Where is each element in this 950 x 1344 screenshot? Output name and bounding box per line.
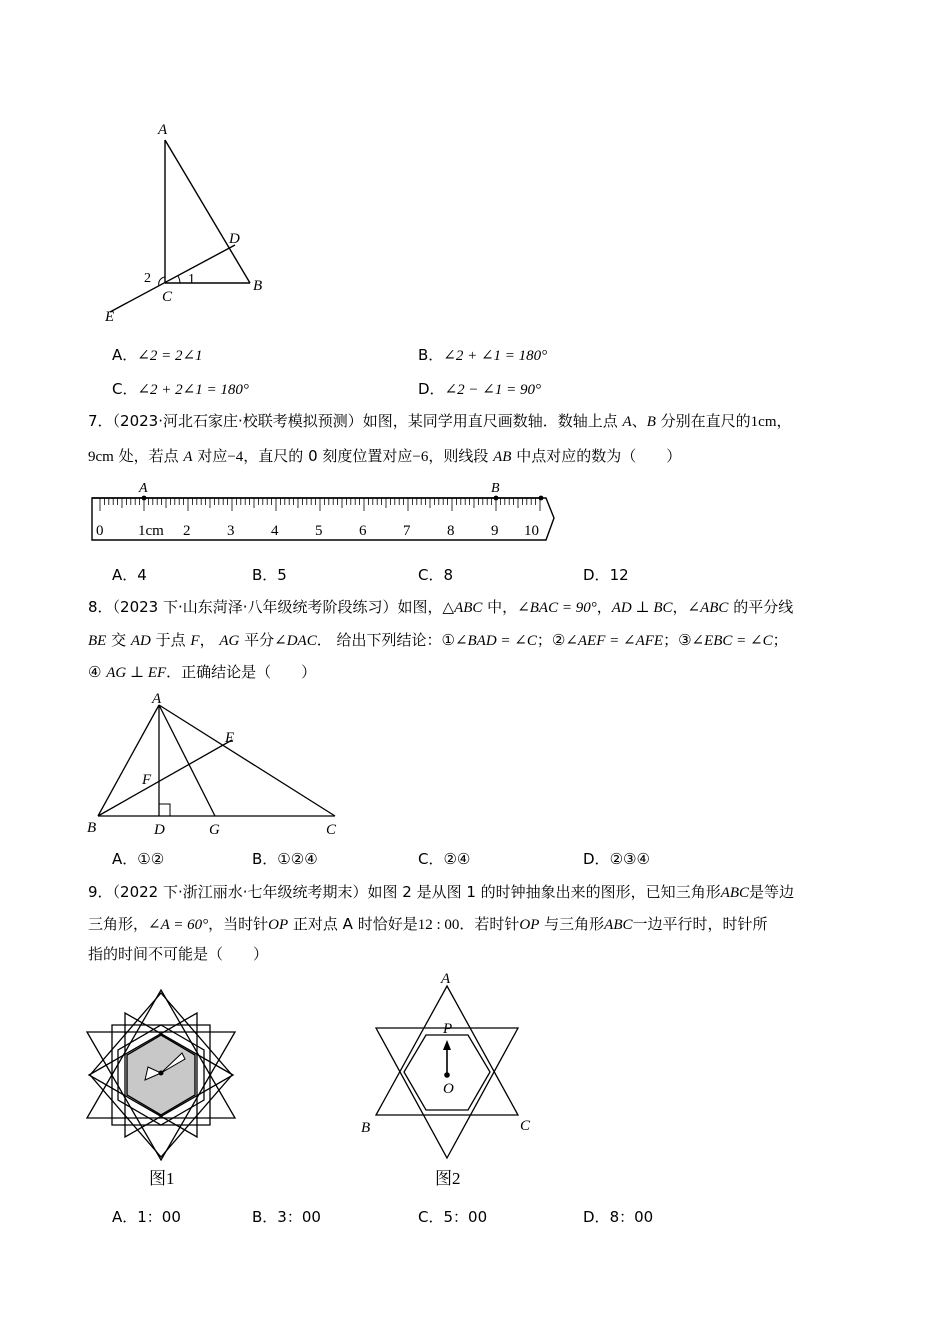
q7-line-1: 7．（2023·河北石家庄·校联考模拟预测）如图，某同学用直尺画数轴．数轴上点 A、B 分别在直尺的1cm， [88, 412, 792, 430]
ruler-label-4: 4 [271, 523, 279, 539]
q7-option-d[interactable]: D．12 [583, 566, 629, 584]
q6-option-a[interactable]: A．∠2 = 2∠1 [112, 346, 203, 364]
fig2-label-O: O [443, 1081, 454, 1097]
fig2-caption: 图2 [435, 1169, 461, 1188]
fig2-label-C: C [520, 1118, 531, 1134]
ruler-label-6: 6 [359, 523, 367, 539]
q7-line-2: 9cm 处，若点 A 对应−4，直尺的 0 刻度位置对应−6，则线段 AB 中点对应的数为（ ） [88, 447, 682, 465]
q6-figure [100, 115, 280, 330]
q9-option-b[interactable]: B．3：00 [252, 1208, 321, 1226]
q7-ruler-figure [86, 478, 566, 548]
label-angle-2: 2 [144, 271, 151, 286]
q9-option-a[interactable]: A．1：00 [112, 1208, 181, 1226]
fig2-label-B: B [361, 1120, 371, 1136]
q7-option-b[interactable]: B．5 [252, 566, 287, 584]
ruler-label-3: 3 [227, 523, 235, 539]
q9-figure-1-clock [82, 985, 242, 1190]
q8-label-C: C [326, 822, 337, 838]
ruler-label-7: 7 [403, 523, 411, 539]
fig2-label-A: A [441, 971, 451, 987]
ruler-label-2: 2 [183, 523, 191, 539]
ruler-label-9: 9 [491, 523, 499, 539]
ruler-point-A: A [139, 481, 148, 496]
q8-label-A: A [152, 691, 162, 707]
ruler-point-B: B [491, 481, 500, 496]
q9-option-c[interactable]: C．5：00 [418, 1208, 488, 1226]
q9-line-3: 指的时间不可能是（ ） [88, 945, 269, 963]
q8-label-B: B [87, 820, 97, 836]
ruler-label-1: 1cm [138, 523, 164, 539]
q6-option-c[interactable]: C．∠2 + 2∠1 = 180° [112, 380, 249, 398]
label-A: A [158, 122, 168, 138]
ruler-label-5: 5 [315, 523, 323, 539]
q8-label-D: D [154, 822, 165, 838]
ruler-label-0: 0 [96, 523, 104, 539]
q8-label-F: F [142, 772, 152, 788]
label-B: B [253, 278, 263, 294]
q8-option-c[interactable]: C．②④ [418, 850, 471, 868]
q8-option-d[interactable]: D．②③④ [583, 850, 650, 868]
q8-line-3: ④ AG ⊥ EF．正确结论是（ ） [88, 663, 317, 681]
label-C: C [162, 289, 173, 305]
q8-line-2: BE 交 AD 于点 F， AG 平分∠DAC． 给出下列结论：①∠BAD = ∠C；②∠AEF = ∠AFE；③∠EBC = ∠C； [88, 631, 788, 649]
label-D: D [229, 231, 240, 247]
fig1-caption: 图1 [149, 1169, 175, 1188]
q8-option-a[interactable]: A．①② [112, 850, 165, 868]
q6-option-b[interactable]: B．∠2 + ∠1 = 180° [418, 346, 548, 364]
q7-option-c[interactable]: C．8 [418, 566, 454, 584]
fig2-label-P: P [443, 1021, 453, 1037]
ruler-label-10: 10 [524, 523, 539, 539]
q9-figure-2 [355, 970, 545, 1190]
q8-label-E: E [225, 730, 235, 746]
ruler-label-8: 8 [447, 523, 455, 539]
q8-label-G: G [209, 822, 220, 838]
q8-line-1: 8．（2023 下·山东菏泽·八年级统考阶段练习）如图，△ABC 中，∠BAC = 90°，AD ⊥ BC，∠ABC 的平分线 [88, 598, 794, 616]
label-E: E [105, 309, 115, 325]
q8-option-b[interactable]: B．①②④ [252, 850, 318, 868]
q9-line-1: 9．（2022 下·浙江丽水·七年级统考期末）如图 2 是从图 1 的时钟抽象出来的图形，已知三角形ABC是等边 [88, 883, 795, 901]
q9-line-2: 三角形，∠A = 60°，当时针OP 正对点 A 时恰好是12 : 00．若时针OP 与三角形ABC一边平行时，时针所 [88, 915, 768, 933]
label-angle-1: 1 [188, 272, 195, 287]
q7-option-a[interactable]: A．4 [112, 566, 147, 584]
q6-option-d[interactable]: D．∠2 − ∠1 = 90° [418, 380, 541, 398]
q8-figure [82, 690, 352, 840]
q9-option-d[interactable]: D．8：00 [583, 1208, 654, 1226]
